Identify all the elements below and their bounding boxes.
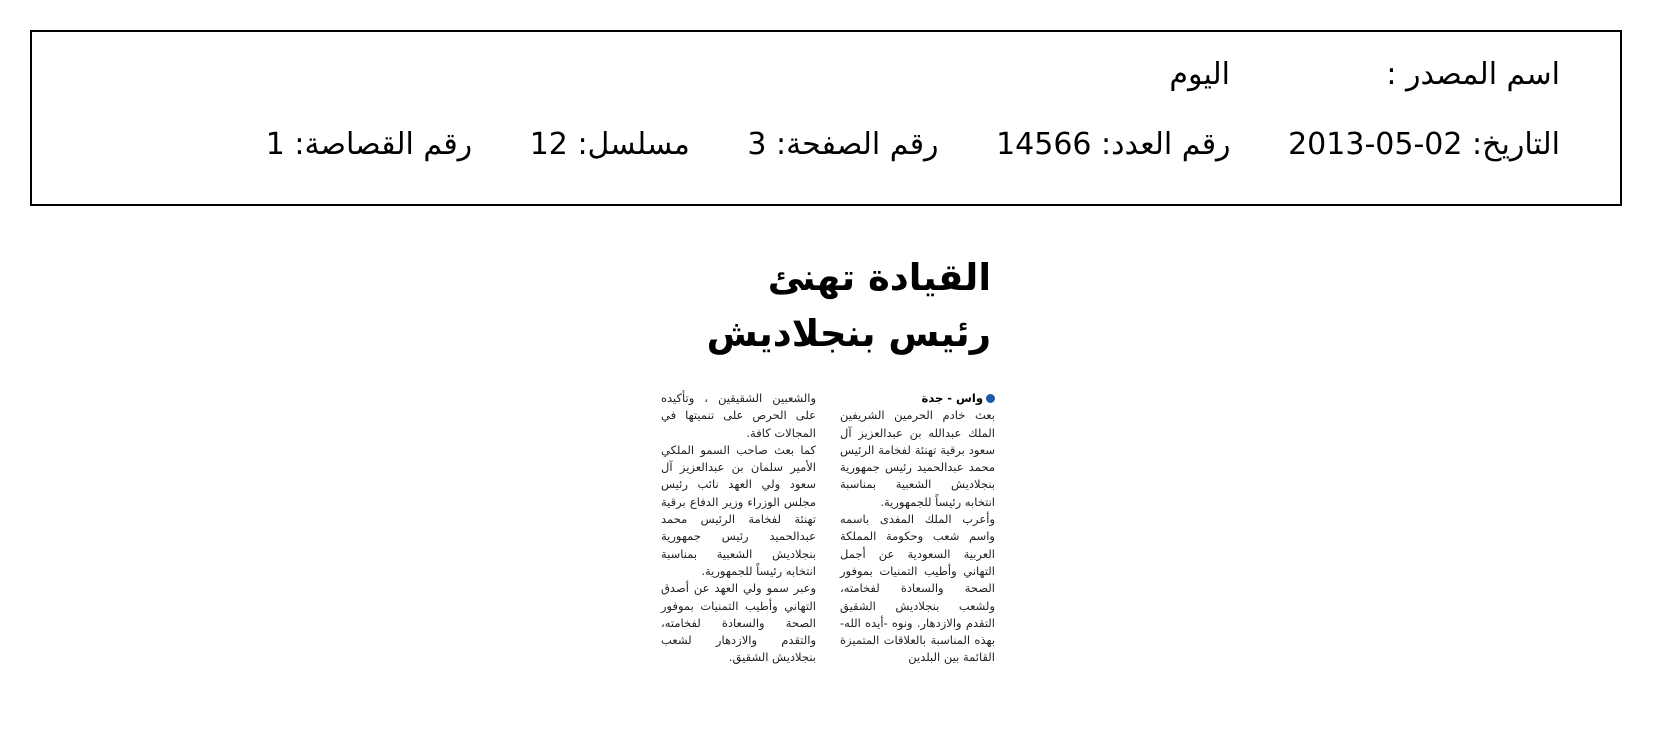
- date-field: التاريخ: 02-05-2013: [1288, 127, 1560, 162]
- newspaper-clipping: [660, 250, 995, 730]
- source-value: اليوم: [1169, 57, 1230, 92]
- issue-number-field: رقم العدد: 14566: [996, 127, 1231, 162]
- dateline: واس - جدة: [922, 391, 995, 405]
- source-label: اسم المصدر :: [1386, 57, 1560, 92]
- paragraph: كما بعث صاحب السمو الملكي الأمير سلمان بن عبدالعزيز آل سعود ولي العهد نائب رئيس مجلس الوزراء وزير الدفاع برقية تهنئة لفخامة الرئيس محمد عبدالحميد رئيس جمهورية بنجلاديش الشعبية بمناسبة انتخابه رئيساً للجمهورية.: [661, 442, 816, 578]
- metadata-box: [30, 30, 1622, 206]
- page-number-field: رقم الصفحة: 3: [747, 127, 939, 162]
- metadata-line: [218, 127, 1560, 162]
- serial-field: مسلسل: 12: [529, 127, 690, 162]
- article-column-2: [661, 390, 816, 667]
- article-column-1: [840, 390, 995, 667]
- article-columns: [660, 390, 995, 667]
- paragraph: بعث خادم الحرمين الشريفين الملك عبدالله بن عبدالعزيز آل سعود برقية تهنئة لفخامة الرئيس محمد عبدالحميد رئيس جمهورية بنجلاديش الشعبية بمناسبة انتخابه رئيساً للجمهورية.: [840, 408, 995, 509]
- bullet-dot-icon: [986, 394, 995, 403]
- paragraph: وأعرب الملك المفدى باسمه واسم شعب وحكومة المملكة العربية السعودية عن أجمل التهاني وأطيب التمنيات بموفور الصحة والسعادة لفخامته، ولشعب بنجلاديش الشقيق التقدم والازدهار. ونوه -أيده الله- بهذه المناسبة بالعلاقات المتميزة القائمة بين البلدين: [840, 512, 995, 665]
- headline: [660, 250, 995, 362]
- paragraph: والشعبين الشقيقين ، وتأكيده على الحرص على تنميتها في المجالات كافة.: [661, 391, 816, 440]
- clip-number-field: رقم القصاصة: 1: [265, 127, 473, 162]
- headline-line-2: رئيس بنجلاديش: [706, 312, 991, 355]
- headline-line-1: القيادة تهنئ: [767, 256, 991, 299]
- paragraph: وعبر سمو ولي العهد عن أصدق التهاني وأطيب التمنيات بموفور الصحة والسعادة لفخامته، والتقدم والازدهار لشعب بنجلاديش الشقيق.: [661, 581, 816, 665]
